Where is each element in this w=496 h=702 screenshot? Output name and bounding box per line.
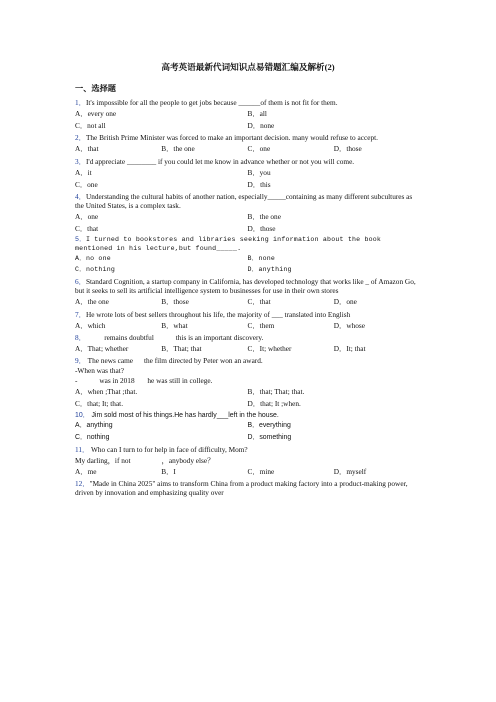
option-c[interactable]: C．them [247,320,275,330]
dialog-line: My darling，if not ，anybody else？ [75,455,215,465]
option-a[interactable]: A．one [75,212,99,222]
option-c[interactable]: C．that [247,297,271,307]
question-number: 2． [75,133,86,143]
options [75,211,420,223]
options [75,386,420,398]
option-b[interactable]: B．That; that [161,343,202,353]
option-b[interactable]: B．you [247,167,271,177]
option-a[interactable]: A．it [75,167,92,177]
option-a[interactable]: A．no one [75,254,111,262]
section-heading: 一、选择题 [75,84,116,93]
option-a[interactable]: A．that [75,144,99,154]
options [75,143,420,155]
question-number: 3． [75,156,86,166]
option-d[interactable]: D．whose [333,320,365,330]
question-number: 8． [75,332,86,342]
options [75,108,420,120]
option-d[interactable]: D．that; It ;when. [247,399,301,409]
question-text: The British Prime Minister was forced to make an important decision. many would refuse to accept. [85,133,378,143]
option-c[interactable]: C．It; whether [247,343,292,353]
question-text: I'd appreciate ________ if you could let me know in advance whether or not you will come. [85,156,355,166]
question-text: Jim sold most of his things.He has hardly___left in the house. [89,411,279,419]
option-d[interactable]: D．something [247,433,292,441]
option-a[interactable]: A．when ;That ;that. [75,387,138,397]
option-b[interactable]: B．everything [247,422,291,430]
question-text: He wrote lots of best sellers throughout his life, the majority of ___ translated into English [85,309,351,319]
question-number: 1． [75,98,86,107]
options [75,433,420,445]
options [75,296,420,308]
question-11 [75,444,420,477]
option-d[interactable]: D．myself [333,466,367,476]
option-c[interactable]: C．not all [75,121,106,131]
question-text: "Made in China 2025" aims to transform China from a product making factory into a product-making power, driven by innovation and emphasizing quality over [75,478,455,497]
question-12 [75,478,455,498]
option-b[interactable]: B．the one [161,144,195,154]
document-title: 高考英语最新代词知识点易错题汇编及解析(2) [161,62,335,72]
options [75,223,420,235]
option-b[interactable]: B．that; That; that. [247,387,305,397]
option-b[interactable]: B．what [161,320,188,330]
options [75,466,420,478]
option-c[interactable]: C．nothing [75,433,110,441]
question-6 [75,276,420,308]
question-text: Standard Cognition, a startup company in California, has developed technology that works like _ of Amazon Go, but it seeks to sell its artificial intelligence system to businesses for use in their own stores [75,277,416,296]
question-3 [75,156,420,191]
options [75,421,420,433]
question-text: Understanding the cultural habits of another nation, especially_____containing as many different subcultures as the United States, is a complex task. [75,191,413,210]
option-a[interactable]: A．That; whether [75,343,129,353]
option-b[interactable]: B．I [161,466,176,476]
option-a[interactable]: A．every one [75,109,117,119]
options [75,320,420,332]
options [75,254,420,265]
question-number: 10． [75,411,90,419]
question-text: remains doubtful this is an important discovery. [85,332,264,342]
question-number: 12． [75,478,90,488]
question-number: 6． [75,277,86,287]
question-4 [75,191,420,235]
question-10 [75,411,420,445]
option-c[interactable]: C．mine [247,466,275,476]
option-a[interactable]: A．me [75,466,97,476]
option-d[interactable]: D．one [333,297,357,307]
question-9 [75,355,420,411]
option-d[interactable]: D．this [247,179,271,189]
dialog-line: - was in 2018 he was still in college. [75,376,213,386]
option-b[interactable]: B．none [247,254,276,262]
question-text: The news came the film directed by Peter won an award. [85,356,263,366]
option-d[interactable]: D．those [333,144,362,154]
option-d[interactable]: D．those [247,224,276,234]
question-1 [75,97,420,132]
options [75,179,420,191]
option-b[interactable]: B．all [247,109,267,119]
option-b[interactable]: B．the one [247,212,281,222]
question-7 [75,309,420,332]
question-5 [75,235,420,276]
dialog-line: -When was that? [75,366,125,376]
option-c[interactable]: C．one [247,144,271,154]
question-2 [75,132,420,155]
question-number: 4． [75,191,86,201]
option-c[interactable]: C．nothing [75,266,116,274]
question-list [75,97,455,498]
option-c[interactable]: C．that [75,224,99,234]
question-text: It's impossible for all the people to get jobs because ______of them is not fit for them. [85,98,338,107]
question-text: I turned to bookstores and libraries seeking information about the book mentioned in his lecture,but found_____. [75,236,382,252]
option-a[interactable]: A．which [75,320,106,330]
option-c[interactable]: C．that; It; that. [75,399,124,409]
option-b[interactable]: B．those [161,297,189,307]
question-number: 9． [75,356,86,366]
question-number: 7． [75,309,86,319]
options [75,265,420,276]
option-a[interactable]: A．anything [75,422,113,430]
option-d[interactable]: D．It; that [333,343,366,353]
question-number: 11． [75,445,90,455]
question-8 [75,332,420,355]
question-number: 5． [75,236,86,244]
options [75,167,420,179]
option-d[interactable]: D．none [247,121,275,131]
option-d[interactable]: D．anything [247,266,292,274]
options [75,120,420,132]
options [75,343,420,355]
options [75,398,420,410]
option-c[interactable]: C．one [75,179,98,189]
question-text: Who can I turn to for help in face of difficulty, Mom? [89,445,248,455]
option-a[interactable]: A．the one [75,297,109,307]
